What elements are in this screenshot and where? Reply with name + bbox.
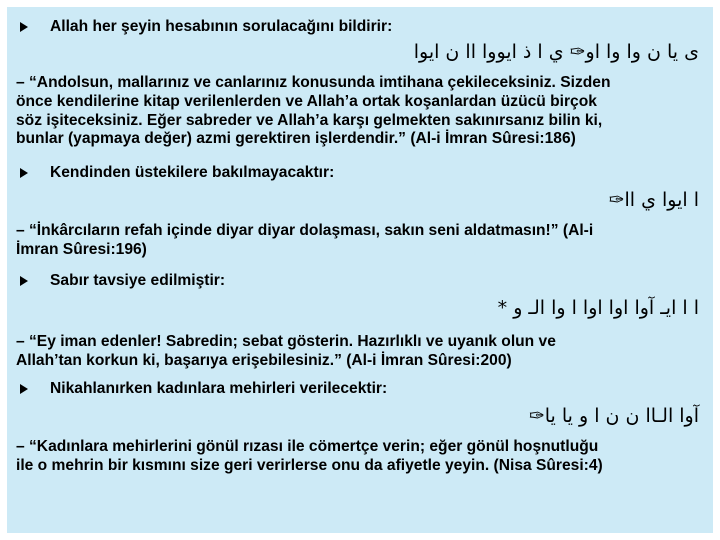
arrow-bullet-icon — [20, 276, 28, 286]
quote-line: önce kendilerine kitap verilenlerden ve Allah’a ortak koşanlardan üzücü birçok — [16, 92, 597, 110]
quote-line: İmran Sûresi:196) — [16, 240, 147, 258]
quote-line: – “Ey iman edenler! Sabredin; sebat gösterin. Hazırlıklı ve uyanık olun ve — [16, 333, 556, 350]
arabic-verse: ا ايوا ي اا✑ — [608, 189, 699, 211]
quote-paragraph — [16, 438, 705, 476]
quote-paragraph — [16, 74, 705, 149]
bullet-text: Allah her şeyin hesabının sorulacağını bildirir: — [50, 18, 393, 35]
arabic-verse: ا ا ايـ آوا اوا اوا ا وا الـ و * — [497, 297, 699, 319]
quote-paragraph — [16, 222, 705, 260]
quote-line: bunlar (yapmaya değer) azmi gerektiren işlerdendir.” (Al-i İmran Sûresi:186) — [16, 130, 576, 148]
arabic-verse: ى يا ن وا وا او✑ ي ا ذ ايووا اا ن ايوا — [413, 41, 699, 63]
quote-paragraph — [16, 333, 705, 371]
arabic-verse: آوا الـاا ن ن ا و يا يا✑ — [528, 405, 699, 427]
quote-line: – “İnkârcıların refah içinde diyar diyar dolaşması, sakın seni aldatmasın!” (Al-i — [16, 222, 594, 239]
bullet-item — [16, 379, 705, 398]
quote-line: ile o mehrin bir kısmını size geri verirlerse onu da afiyetle yeyin. (Nisa Sûresi:4) — [16, 456, 603, 474]
bullet-text: Nikahlanırken kadınlara mehirleri verilecektir: — [50, 380, 388, 397]
bullet-item — [16, 163, 705, 182]
slide — [7, 7, 713, 533]
quote-line: Allah’tan korkun ki, başarıya erişebilesiniz.” (Al-i İmran Sûresi:200) — [16, 351, 512, 369]
arrow-bullet-icon — [20, 384, 28, 394]
arrow-bullet-icon — [20, 168, 28, 178]
quote-line: – “Kadınlara mehirlerini gönül rızası ile cömertçe verin; eğer gönül hoşnutluğu — [16, 438, 599, 455]
quote-line: söz işiteceksiniz. Eğer sabreder ve Allah’a karşı gelmekten sakınırsanız bilin ki, — [16, 111, 603, 129]
arrow-bullet-icon — [20, 22, 28, 32]
bullet-text: Kendinden üstekilere bakılmayacaktır: — [50, 164, 335, 181]
bullet-item — [16, 17, 705, 36]
quote-line: – “Andolsun, mallarınız ve canlarınız konusunda imtihana çekileceksiniz. Sizden — [16, 74, 611, 91]
bullet-item — [16, 271, 705, 290]
bullet-text: Sabır tavsiye edilmiştir: — [50, 272, 226, 289]
